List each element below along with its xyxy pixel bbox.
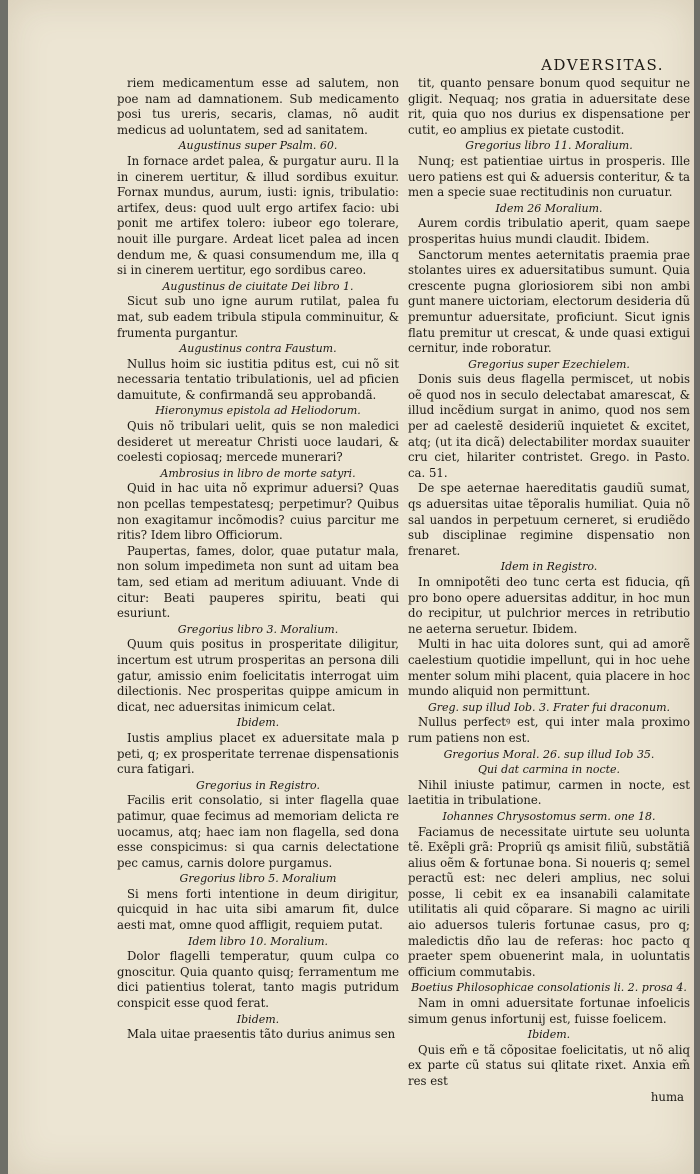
citation-heading: Boetius Philosophicae consolationis li. 2. prosa 4. [411,981,687,995]
citation-heading: Gregorius libro 11. Moralium. [465,139,633,153]
citation-heading: Idem libro 10. Moralium. [187,934,329,948]
citation-heading: Gregorius in Registro. [196,778,320,792]
citation-heading: Ibidem. [236,716,280,730]
text-paragraph: Si mens forti intentione in deum dirigitur, quicquid in hac uita sibi amarum fit, dulce aesti mat, omne quod affligit, requiem putat. [117,886,399,933]
text-paragraph: Paupertas, fames, dolor, quae putatur mala, non solum impedimeta non sunt ad uitam bea tam, sed etiam ad meritum adiuuant. Vnde di citur: Beati pauperes spiritu, beati qui esuriunt. [117,543,399,621]
text-paragraph: Multi in hac uita dolores sunt, qui ad amorẽ caelestium quotidie impellunt, qui in hoc uehe menter solum mihi placent, quia placere in hoc mundo aliquid non permittunt. [408,637,690,699]
text-paragraph: Sanctorum mentes aeternitatis praemia prae stolantes uires ex aduersitatibus sumunt. Quia crescente pugna gloriosiorem sibi non ambi gunt manere uictoriam, electorum desideria dũ premuntur aduersitate, proficiunt. Sicut ignis flatu premitur ut crescat, & unde quasi extigui cernitur, inde roboratur. [408,247,690,356]
text-paragraph: Sicut sub uno igne aurum rutilat, palea fu mat, sub eadem tribula stipula comminuitur, & frumenta purgantur. [117,294,399,340]
text-paragraph: In omnipotẽti deo tunc certa est fiducia, qñ pro bono opere aduersitas additur, in hoc mun do recipitur, ut pulchrior merces in retributio ne aeterna seruetur. Ibidem. [408,575,690,636]
text-paragraph: Facilis erit consolatio, si inter flagella quae patimur, quae fecimus ad memoriam delicta re uocamus, atq; haec iam non flagella, sed dona esse conspicimus: si qua carnis delectatione pec camus, carnis dolore purgamus. [117,793,399,870]
text-paragraph: Quid in hac uita nõ exprimur aduersi? Quas non pcellas tempestatesq; perpetimur? Quibus non exagitamur incõmodis? cuius parcitur me ritis? Idem libro Officiorum. [117,481,399,543]
text-paragraph: Nihil iniuste patimur, carmen in nocte, est laetitia in tribulatione. [408,777,690,808]
citation-heading: Gregorius libro 5. Moralium [179,872,337,886]
citation-heading: Augustinus de ciuitate Dei libro 1. [162,279,354,293]
text-paragraph: In fornace ardet palea, & purgatur auru. Il la in cinerem uertitur, & illud sordibus exuitur. Fornax mundus, aurum, iusti: ignis, tribulatio: artifex, deus: quod uult ergo artifex facio: ubi ponit me artifex tolero: iubeor ego tolerare, nouit ille purgare. Ardeat licet palea ad incen dendum me, & quasi consumendum me, illa q si in cinerem uertitur, ego sordibus careo. [117,153,399,278]
citation-heading: Gregorius libro 3. Moralium. [177,622,339,636]
text-paragraph: De spe aeternae haereditatis gaudiũ sumat, qs aduersitas uitae tẽporalis humiliat. Quia nõ sal uandos in perpetuum cerneret, si erudiẽdo sub disciplinae regimine dispensatio non frenaret. [408,481,690,558]
text-paragraph: Dolor flagelli temperatur, quum culpa co gnoscitur. Quia quanto quisq; ferramentum me dici patientius tolerat, tanto magis putridum conspicit esse quod ferat. [117,949,399,1011]
citation-heading: Augustinus super Psalm. 60. [178,139,338,153]
text-paragraph: Nullus hoim sic iustitia pditus est, cui nõ sit necessaria tentatio tribulationis, uel ad pficien damuitute, & confirmandã seu approbandã. [117,356,399,402]
text-paragraph: Nunq; est patientiae uirtus in prosperis. Ille uero patiens est qui & aduersis conteritur, & ta men a specie suae rectitudinis non curuatur. [408,153,690,200]
citation-heading: Ibidem. [236,1012,280,1026]
citation-heading: Gregorius Moral. 26. sup illud Iob 35. [443,747,655,761]
citation-heading: Qui dat carmina in nocte. [477,763,621,777]
text-paragraph: Iustis amplius placet ex aduersitate mala p peti, q; ex prosperitate terrenae dispensationis cura fatigari. [117,730,399,777]
text-paragraph: Quis nõ tribulari uelit, quis se non maledici desideret ut mereatur Christi uoce laudari, & coelesti copiosaq; mercede munerari? [117,419,399,465]
text-paragraph: Aurem cordis tribulatio aperit, quam saepe prosperitas huius mundi claudit. Ibidem. [408,216,690,246]
citation-heading: Hieronymus epistola ad Heliodorum. [155,404,361,418]
text-paragraph: Nam in omni aduersitate fortunae infoelicis simum genus infortunij est, fuisse foelicem. [408,996,690,1026]
right-text-column [408,76,690,1105]
citation-heading: Idem 26 Moralium. [495,201,603,215]
text-paragraph: tit, quanto pensare bonum quod sequitur ne gligit. Nequaq; nos gratia in aduersitate dese rit, quia quo nos durius ex dispensatione per cutit, eo amplius ex pietate custodit. [408,76,690,137]
text-paragraph: Mala uitae praesentis tãto durius animus sen [127,1027,396,1042]
citation-heading: Ibidem. [527,1028,571,1042]
catchword: huma [650,1089,684,1104]
running-header: ADVERSITAS. [541,56,664,74]
citation-heading: Augustinus contra Faustum. [179,342,337,356]
text-paragraph: Quis em̃ e tã cõpositae foelicitatis, ut nõ aliq ex parte cũ status sui qlitate rixet. Anxia em̃ res est [408,1042,690,1088]
text-paragraph: Nullus perfectꝰ est, qui inter mala proximo rum patiens non est. [408,715,690,745]
book-page [8,0,694,1174]
text-paragraph: Quum quis positus in prosperitate diligitur, incertum est utrum prosperitas an persona dili gatur, amissio enim foelicitatis interrogat uim dilectionis. Nec prosperitas quippe amicum in dicat, nec aduersitas inimicum celat. [117,637,399,714]
citation-heading: Gregorius super Ezechielem. [468,357,630,371]
citation-heading: Idem in Registro. [500,560,598,574]
text-paragraph: Faciamus de necessitate uirtute seu uolunta tẽ. Exẽpli grã: Propriũ qs amisit filiũ, substãtiã alius oẽm & fortunae bona. Si noueris q; semel peractũ est: nec deleri amplius, nec solui posse, li cebit ex ea insanabili calamitate utilitatis ali quid cõparare. Si magno ac uirili aio aduersos tuleris fortunae casus, pro q; maledictis dño lau de referas: hoc pacto q praeter spem obuenerint mala, in uoluntatis officium commutabis. [408,824,690,979]
left-text-column [117,76,399,1043]
text-paragraph: riem medicamentum esse ad salutem, non poe nam ad damnationem. Sub medicamento posi tus ureris, secaris, clamas, nõ audit medicus ad uoluntatem, sed ad sanitatem. [117,76,399,137]
text-paragraph: Donis suis deus flagella permiscet, ut nobis oẽ quod nos in seculo delectabat amarescat, & illud incẽdium surgat in animo, quod nos sem per ad caelestẽ desideriũ inquietet & excitet, atq; (ut ita dicã) delectabiliter mordax suauiter cru ciet, hilariter contristet. Grego. in Pasto. ca. 51. [408,372,690,480]
citation-heading: Greg. sup illud Iob. 3. Frater fui draconum. [427,700,671,714]
citation-heading: Iohannes Chrysostomus serm. one 18. [442,809,656,823]
citation-heading: Ambrosius in libro de morte satyri. [160,466,356,480]
